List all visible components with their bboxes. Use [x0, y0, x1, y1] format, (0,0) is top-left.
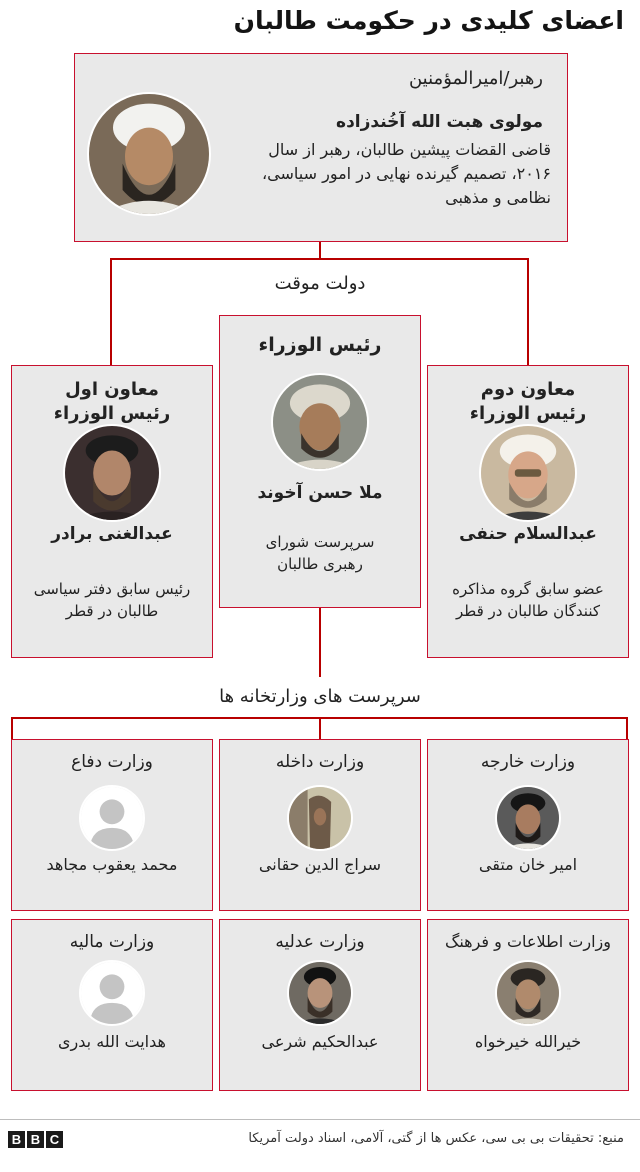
ministry-title: وزارت مالیه: [69, 932, 155, 952]
connector-top-horizontal: [110, 258, 529, 260]
leader-role: رهبر/امیرالمؤمنین: [408, 68, 543, 89]
deputy1-name: عبدالغنی برادر: [51, 524, 173, 544]
deputy1-portrait: [63, 424, 161, 522]
connector-pm-down: [319, 607, 321, 677]
ministry-minister-name: هدایت الله بدری: [58, 1032, 166, 1051]
ministry-card-defense: [11, 739, 213, 911]
source-credit: منبع: تحقیقات بی بی سی، عکس ها از گتی، آلامی، اسناد دولت آمریکا: [248, 1131, 624, 1146]
leader-desc-line: قاضی القضات پیشین طالبان، رهبر از سال: [268, 140, 551, 159]
deputy2-desc-line: کنندگان طالبان در قطر: [456, 602, 600, 620]
deputy2-portrait: [479, 424, 577, 522]
deputy1-desc-line: طالبان در قطر: [65, 602, 159, 620]
ministries-label: سرپرست های وزارتخانه ها: [219, 686, 421, 707]
ministry-minister-name: سراج الدین حقانی: [258, 855, 382, 874]
portrait-photo-icon: [497, 787, 559, 849]
ministry-title: وزارت دفاع: [71, 752, 153, 772]
ministry-minister-name: امیر خان متقی: [478, 855, 578, 874]
ministry-title: وزارت خارجه: [480, 752, 576, 772]
ministry-card-information-culture: [427, 919, 629, 1091]
ministry-minister-name: خیرالله خیرخواه: [474, 1032, 582, 1051]
ministry-card-foreign: [427, 739, 629, 911]
ministry-portrait: [495, 960, 561, 1026]
deputy2-role-line: معاون دوم: [480, 379, 576, 400]
ministry-portrait: [287, 785, 353, 851]
bbc-logo-letter: B: [8, 1131, 25, 1148]
ministry-portrait: [79, 785, 145, 851]
ministry-portrait: [287, 960, 353, 1026]
connector-min-left: [11, 717, 13, 739]
portrait-photo-icon: [89, 94, 209, 214]
connector-right-down: [527, 258, 529, 366]
leader-name: مولوی هبت الله آخُندزاده: [336, 112, 543, 132]
ministry-title: وزارت اطلاعات و فرهنگ: [445, 932, 611, 951]
bbc-logo: [8, 1131, 63, 1148]
deputy1-desc-line: رئیس سابق دفتر سیاسی: [33, 580, 191, 598]
deputy2-role-line: رئیس الوزراء: [469, 403, 587, 424]
portrait-photo-icon: [497, 962, 559, 1024]
pm-desc-line: سرپرست شورای: [265, 533, 375, 551]
pm-description: [220, 531, 420, 575]
leader-desc-line: نظامی و مذهبی: [445, 188, 551, 207]
ministry-portrait: [495, 785, 561, 851]
deputy1-role-line: رئیس الوزراء: [53, 403, 171, 424]
second-deputy-card: [427, 365, 629, 658]
portrait-photo-icon: [289, 962, 351, 1024]
portrait-photo-icon: [481, 426, 575, 520]
footer-divider: [0, 1119, 640, 1120]
ministry-minister-name: محمد یعقوب مجاهد: [46, 855, 178, 874]
portrait-photo-icon: [273, 375, 367, 469]
connector-leader-down: [319, 241, 321, 259]
ministry-portrait: [79, 960, 145, 1026]
leader-desc-line: ۲۰۱۶، تصمیم گیرنده نهایی در امور سیاسی،: [262, 164, 551, 183]
deputy1-description: [12, 578, 212, 622]
pm-desc-line: رهبری طالبان: [277, 555, 363, 573]
deputy2-description: [428, 578, 628, 622]
pm-name: ملا حسن آخوند: [257, 483, 383, 503]
page-title: اعضای کلیدی در حکومت طالبان: [233, 6, 624, 35]
first-deputy-card: [11, 365, 213, 658]
pm-role: رئیس الوزراء: [258, 334, 382, 356]
ministry-card-justice: [219, 919, 421, 1091]
bbc-logo-letter: B: [27, 1131, 44, 1148]
ministry-title: وزارت داخله: [275, 752, 365, 772]
connector-min-mid: [319, 717, 321, 739]
deputy2-name: عبدالسلام حنفی: [459, 524, 597, 544]
deputy1-role: [12, 378, 212, 426]
bbc-logo-letter: C: [46, 1131, 63, 1148]
deputy2-role: [428, 378, 628, 426]
leader-description: [262, 138, 551, 210]
ministry-card-interior: [219, 739, 421, 911]
interim-government-label: دولت موقت: [274, 273, 366, 294]
leader-portrait: [87, 92, 211, 216]
connector-min-right: [626, 717, 628, 739]
portrait-photo-icon: [289, 787, 351, 849]
placeholder-person-icon: [81, 962, 143, 1024]
ministry-title: وزارت عدلیه: [275, 932, 365, 952]
pm-portrait: [271, 373, 369, 471]
ministry-minister-name: عبدالحکیم شرعی: [261, 1032, 379, 1051]
deputy1-role-line: معاون اول: [65, 379, 159, 400]
placeholder-person-icon: [81, 787, 143, 849]
prime-minister-card: [219, 315, 421, 608]
leader-card: [74, 53, 568, 242]
ministry-card-finance: [11, 919, 213, 1091]
deputy2-desc-line: عضو سابق گروه مذاکره: [452, 580, 604, 598]
connector-left-down: [110, 258, 112, 366]
portrait-photo-icon: [65, 426, 159, 520]
